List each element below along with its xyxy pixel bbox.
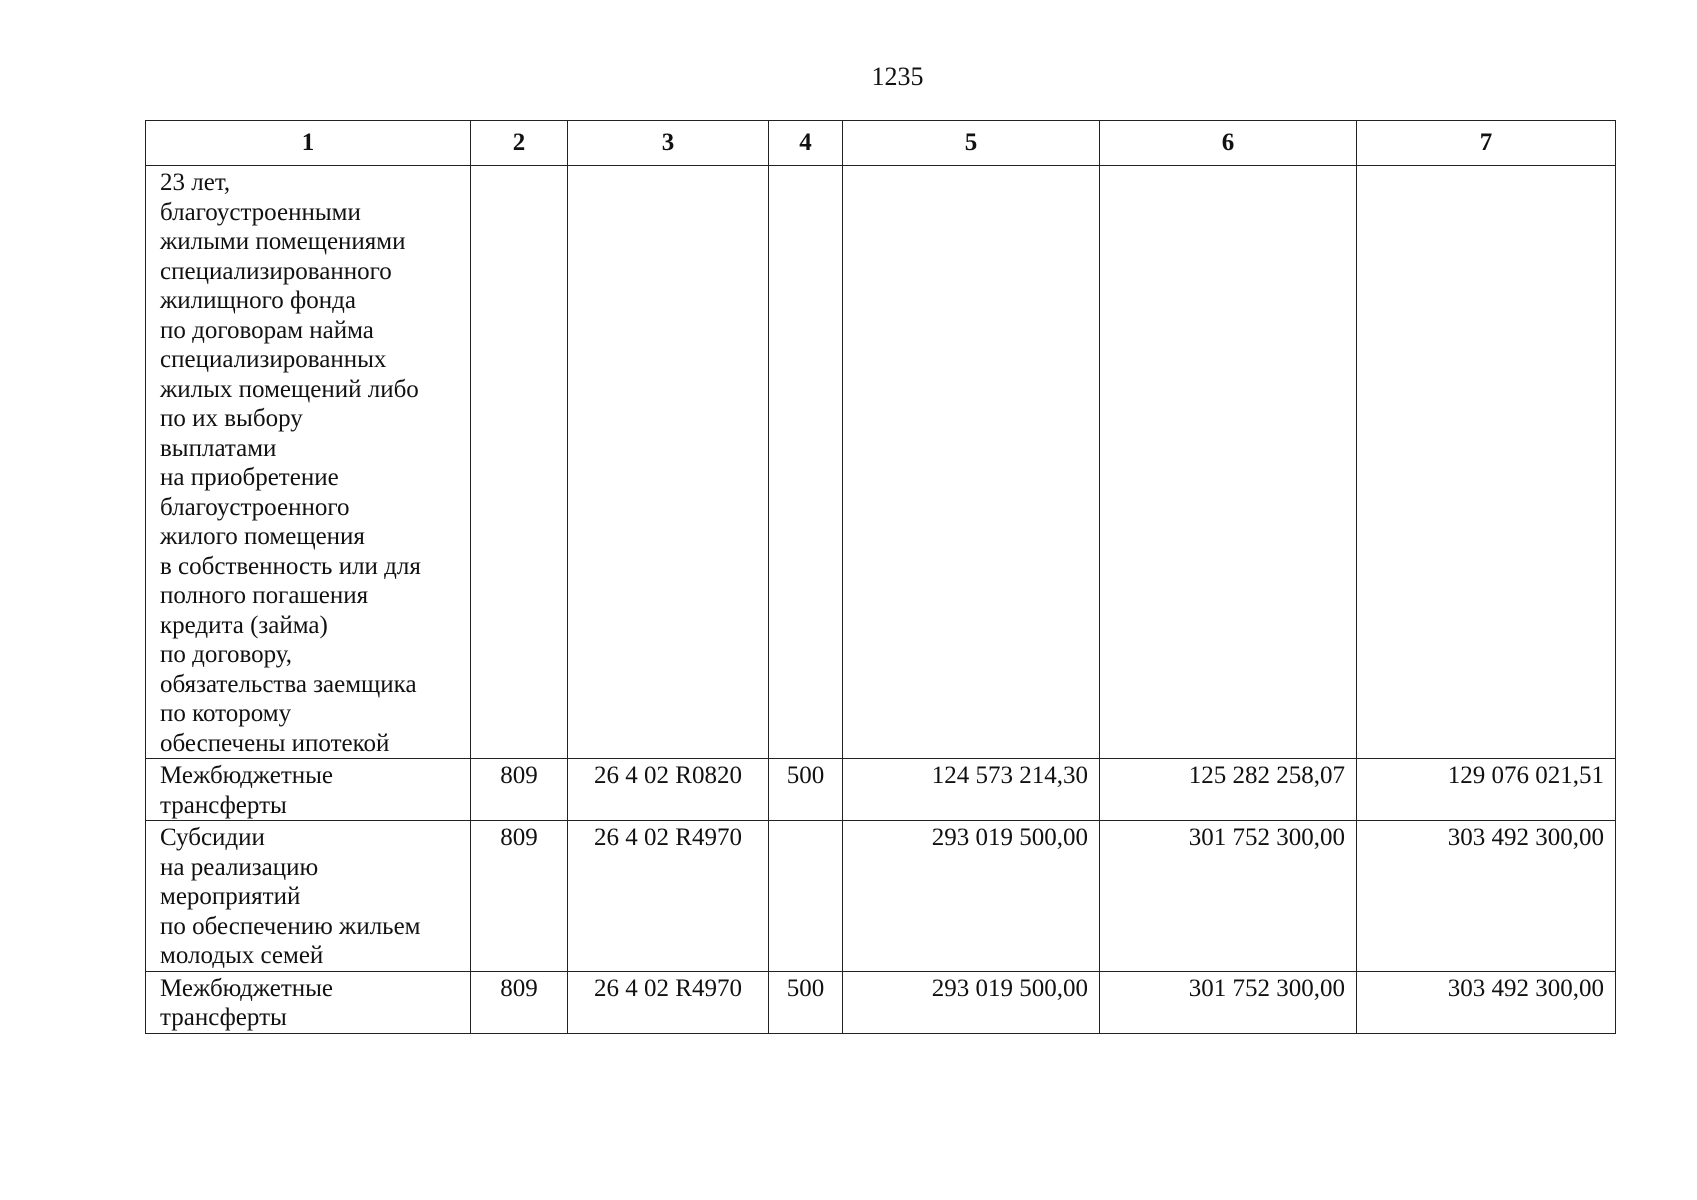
item-name-cell: Межбюджетные трансферты [146, 971, 471, 1033]
amount-cell: 301 752 300,00 [1100, 821, 1357, 972]
column-header: 4 [769, 121, 843, 166]
amount-cell [843, 166, 1100, 759]
table-row [146, 821, 1616, 972]
amount-cell: 303 492 300,00 [1357, 821, 1616, 972]
ministry-code-cell: 809 [471, 971, 568, 1033]
amount-cell [1357, 166, 1616, 759]
ministry-code-cell: 809 [471, 759, 568, 821]
expense-type-cell: 500 [769, 759, 843, 821]
item-name-cell: Субсидии на реализацию мероприятий по обеспечению жильем молодых семей [146, 821, 471, 972]
column-header: 1 [146, 121, 471, 166]
column-header: 2 [471, 121, 568, 166]
amount-cell: 303 492 300,00 [1357, 971, 1616, 1033]
target-article-cell: 26 4 02 R0820 [568, 759, 769, 821]
amount-cell: 124 573 214,30 [843, 759, 1100, 821]
table-row [146, 166, 1616, 759]
expense-type-cell [769, 166, 843, 759]
target-article-cell: 26 4 02 R4970 [568, 971, 769, 1033]
column-header: 6 [1100, 121, 1357, 166]
column-header: 3 [568, 121, 769, 166]
table-row [146, 971, 1616, 1033]
amount-cell: 125 282 258,07 [1100, 759, 1357, 821]
table-row [146, 759, 1616, 821]
amount-cell [1100, 166, 1357, 759]
budget-table [145, 120, 1616, 1034]
ministry-code-cell: 809 [471, 821, 568, 972]
column-header: 7 [1357, 121, 1616, 166]
amount-cell: 293 019 500,00 [843, 971, 1100, 1033]
page-number: 1235 [871, 62, 924, 91]
target-article-cell [568, 166, 769, 759]
column-header: 5 [843, 121, 1100, 166]
table-header-row [146, 121, 1616, 166]
target-article-cell: 26 4 02 R4970 [568, 821, 769, 972]
amount-cell: 301 752 300,00 [1100, 971, 1357, 1033]
expense-type-cell: 500 [769, 971, 843, 1033]
amount-cell: 293 019 500,00 [843, 821, 1100, 972]
amount-cell: 129 076 021,51 [1357, 759, 1616, 821]
item-name-cell: 23 лет, благоустроенными жилыми помещениями специализированного жилищного фонда по договорам найма специализированных жилых помещений либо по их выбору выплатами на приобретение благоустроенного жилого помещения в собственность или для полного погашения кредита (займа) по договору, обязательства заемщика по которому обеспечены ипотекой [146, 166, 471, 759]
ministry-code-cell [471, 166, 568, 759]
item-name-cell: Межбюджетные трансферты [146, 759, 471, 821]
expense-type-cell [769, 821, 843, 972]
